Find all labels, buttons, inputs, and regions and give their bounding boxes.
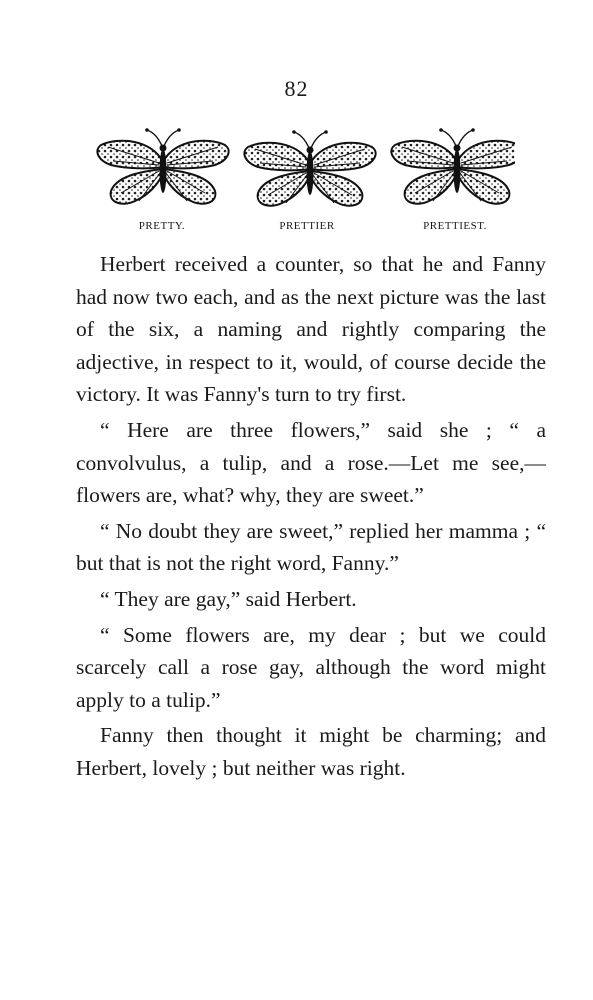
paragraph: Herbert received a counter, so that he and Fanny had now two each, and as the next picture was the last of the six, a naming and rightly comparing the adjective, in respect to it, would, of course decide the victory. It was Fanny's turn to try first. xyxy=(76,252,546,407)
caption-prettier: PRETTIER xyxy=(279,220,335,232)
paragraph: Fanny then thought it might be charming; and Herbert, lovely ; but neither was right. xyxy=(76,723,546,780)
butterfly-icon xyxy=(391,128,515,204)
paragraph: “ They are gay,” said Herbert. xyxy=(100,586,357,611)
butterfly-illustration xyxy=(95,122,515,212)
body-text xyxy=(76,248,546,785)
paragraph: “ Here are three flowers,” said she ; “ a convolvulus, a tulip, and a rose.—Let me see,—flowers are, what? why, they are sweet.” xyxy=(76,417,546,508)
caption-pretty: PRETTY. xyxy=(138,220,186,232)
caption-prettiest: PRETTIEST. xyxy=(423,220,487,232)
butterfly-icon xyxy=(244,130,375,206)
paragraph: “ No doubt they are sweet,” replied her mamma ; “ but that is not the right word, Fanny.” xyxy=(76,518,546,576)
page-number: 82 xyxy=(284,76,309,101)
paragraph: “ Some flowers are, my dear ; but we could scarcely call a rose gay, although the word might apply to a tulip.” xyxy=(76,622,546,712)
butterfly-icon xyxy=(97,128,228,204)
